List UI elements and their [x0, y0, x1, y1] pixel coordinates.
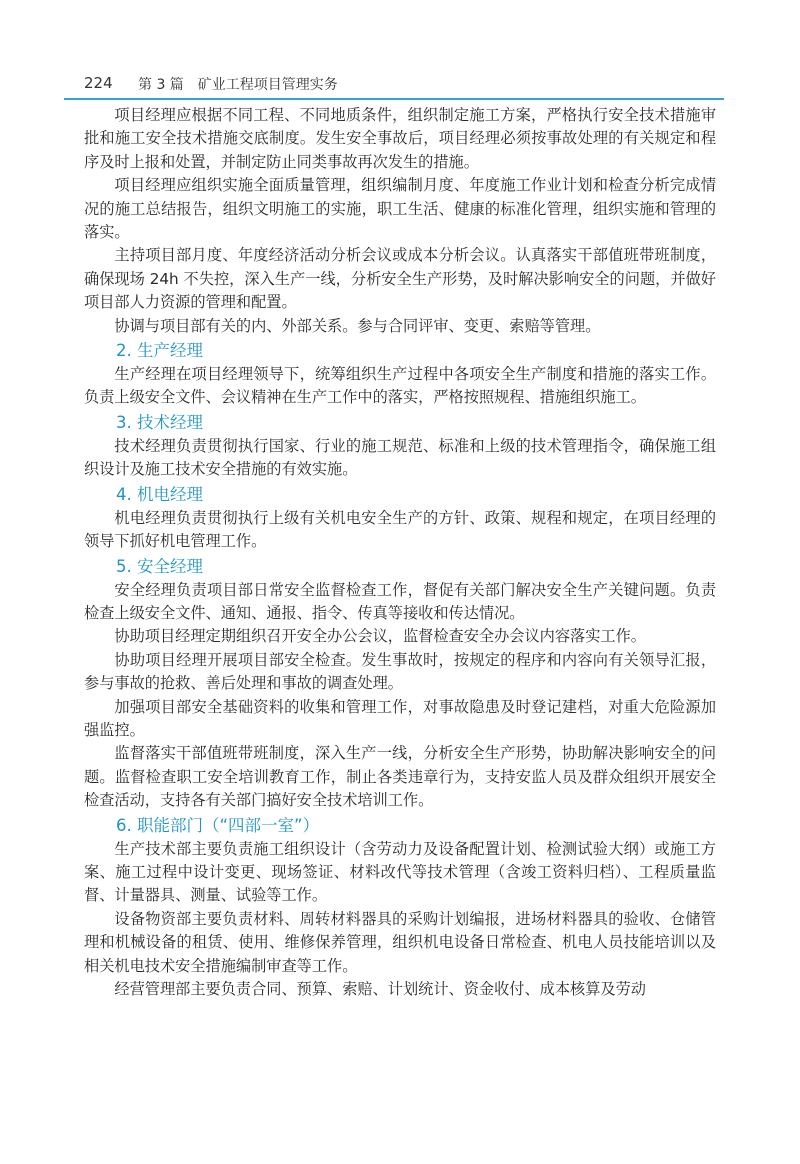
paragraph: 协助项目经理开展项目部安全检查。发生事故时，按规定的程序和内容向有关领导汇报，参与事故的抢救、善后处理和事故的调查处理。	[84, 650, 716, 693]
section-heading: 3. 技术经理	[116, 412, 203, 432]
paragraph: 技术经理负责贯彻执行国家、行业的施工规范、标准和上级的技术管理指令，确保施工组织设计及施工技术安全措施的有效实施。	[84, 436, 716, 479]
paragraph: 主持项目部月度、年度经济活动分析会议或成本分析会议。认真落实干部值班带班制度，确保现场 24h 不失控，深入生产一线，分析安全生产形势，及时解决影响安全的问题，并做好项目部人力资源的管理和配置。	[84, 246, 716, 312]
paragraph: 项目经理应根据不同工程、不同地质条件，组织制定施工方案，严格执行安全技术措施审批和施工安全技术措施交底制度。发生安全事故后，项目经理必须按事故处理的有关规定和程序及时上报和处置，并制定防止同类事故再次发生的措施。	[84, 106, 716, 171]
paragraph: 加强项目部安全基础资料的收集和管理工作，对事故隐患及时登记建档，对重大危险源加强监控。	[84, 697, 716, 739]
section-heading: 5. 安全经理	[116, 556, 203, 576]
paragraph: 项目经理应组织实施全面质量管理，组织编制月度、年度施工作业计划和检查分析完成情况的施工总结报告，组织文明施工的实施，职工生活、健康的标准化管理，组织实施和管理的落实。	[84, 176, 716, 242]
page-number: 224	[84, 74, 113, 92]
paragraph: 设备物资部主要负责材料、周转材料器具的采购计划编报，进场材料器具的验收、仓储管理和机械设备的租赁、使用、维修保养管理，组织机电设备日常检查、机电人员技能培训以及相关机电技术安全措施编制审查等工作。	[84, 909, 716, 975]
paragraph: 生产技术部主要负责施工组织设计（含劳动力及设备配置计划、检测试验大纲）或施工方案、施工过程中设计变更、现场签证、材料改代等技术管理（含竣工资料归档）、工程质量监督、计量器具、测量、试验等工作。	[84, 839, 716, 905]
chapter-title: 第 3 篇 矿业工程项目管理实务	[138, 77, 338, 93]
paragraph: 机电经理负责贯彻执行上级有关机电安全生产的方针、政策、规程和规定，在项目经理的领导下抓好机电管理工作。	[84, 508, 716, 551]
page-header	[84, 62, 724, 102]
paragraph: 协调与项目部有关的内、外部关系。参与合同评审、变更、索赔等管理。	[114, 316, 601, 335]
section-heading: 4. 机电经理	[116, 484, 203, 504]
header-rule	[64, 98, 724, 100]
page-body	[84, 104, 716, 1001]
section-heading: 6. 职能部门（“四部一室”）	[116, 815, 320, 835]
paragraph: 监督落实干部值班带班制度，深入生产一线，分析安全生产形势，协助解决影响安全的问题。监督检查职工安全培训教育工作，制止各类违章行为，支持安监人员及群众组织开展安全检查活动，支持各有关部门搞好安全技术培训工作。	[84, 744, 716, 810]
paragraph: 协助项目经理定期组织召开安全办公会议，监督检查安全办会议内容落实工作。	[114, 627, 646, 646]
section-heading: 2. 生产经理	[116, 341, 203, 361]
paragraph: 安全经理负责项目部日常安全监督检查工作，督促有关部门解决安全生产关键问题。负责检查上级安全文件、通知、通报、指令、传真等接收和传达情况。	[84, 580, 716, 622]
paragraph: 生产经理在项目经理领导下，统筹组织生产过程中各项安全生产制度和措施的落实工作。负责上级安全文件、会议精神在生产工作中的落实，严格按照规程、措施组织施工。	[84, 365, 716, 407]
paragraph: 经营管理部主要负责合同、预算、索赔、计划统计、资金收付、成本核算及劳动	[114, 980, 646, 998]
